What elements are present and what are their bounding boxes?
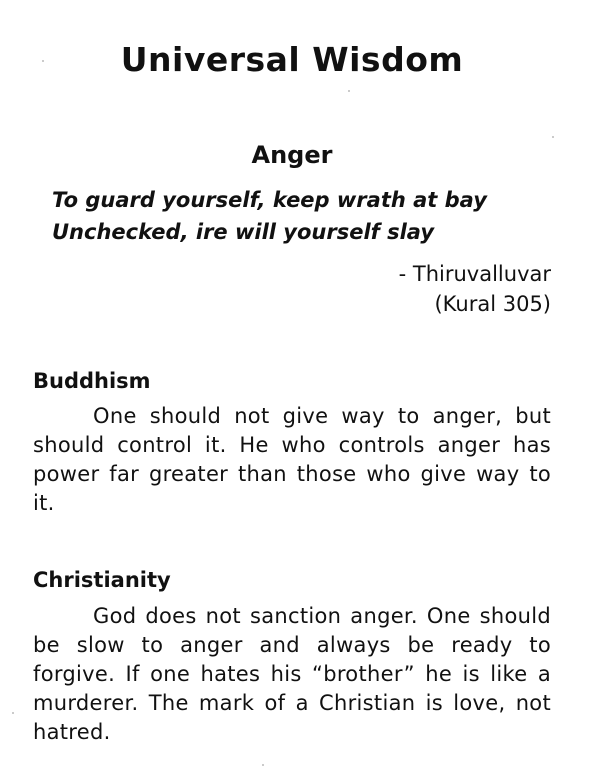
quote-line-2: Unchecked, ire will yourself slay [52, 220, 435, 244]
page-title: Universal Wisdom [120, 40, 464, 79]
quote-author: - Thiruvalluvar [398, 262, 551, 286]
scan-speck [348, 90, 350, 92]
section-body-buddhism: One should not give way to anger, but should control it. He who controls anger has power far greater than those who give way to it. [33, 404, 551, 515]
section-heading-buddhism: Buddhism [33, 369, 151, 393]
scan-speck [42, 60, 44, 62]
section-heading-christianity: Christianity [33, 568, 171, 592]
scan-speck [12, 712, 14, 714]
kural-quote [52, 184, 572, 248]
quote-source: (Kural 305) [434, 292, 551, 316]
section-body-christianity: God does not sanction anger. One should be slow to anger and always be ready to forgive. If one hates his “brother” he is like a murderer. The mark of a Christian is love, not hatred. [33, 604, 551, 744]
scan-speck [262, 764, 264, 766]
quote-attribution [399, 259, 551, 319]
topic-heading: Anger [251, 141, 333, 169]
scan-speck [552, 136, 554, 138]
quote-line-1: To guard yourself, keep wrath at bay [52, 188, 487, 212]
